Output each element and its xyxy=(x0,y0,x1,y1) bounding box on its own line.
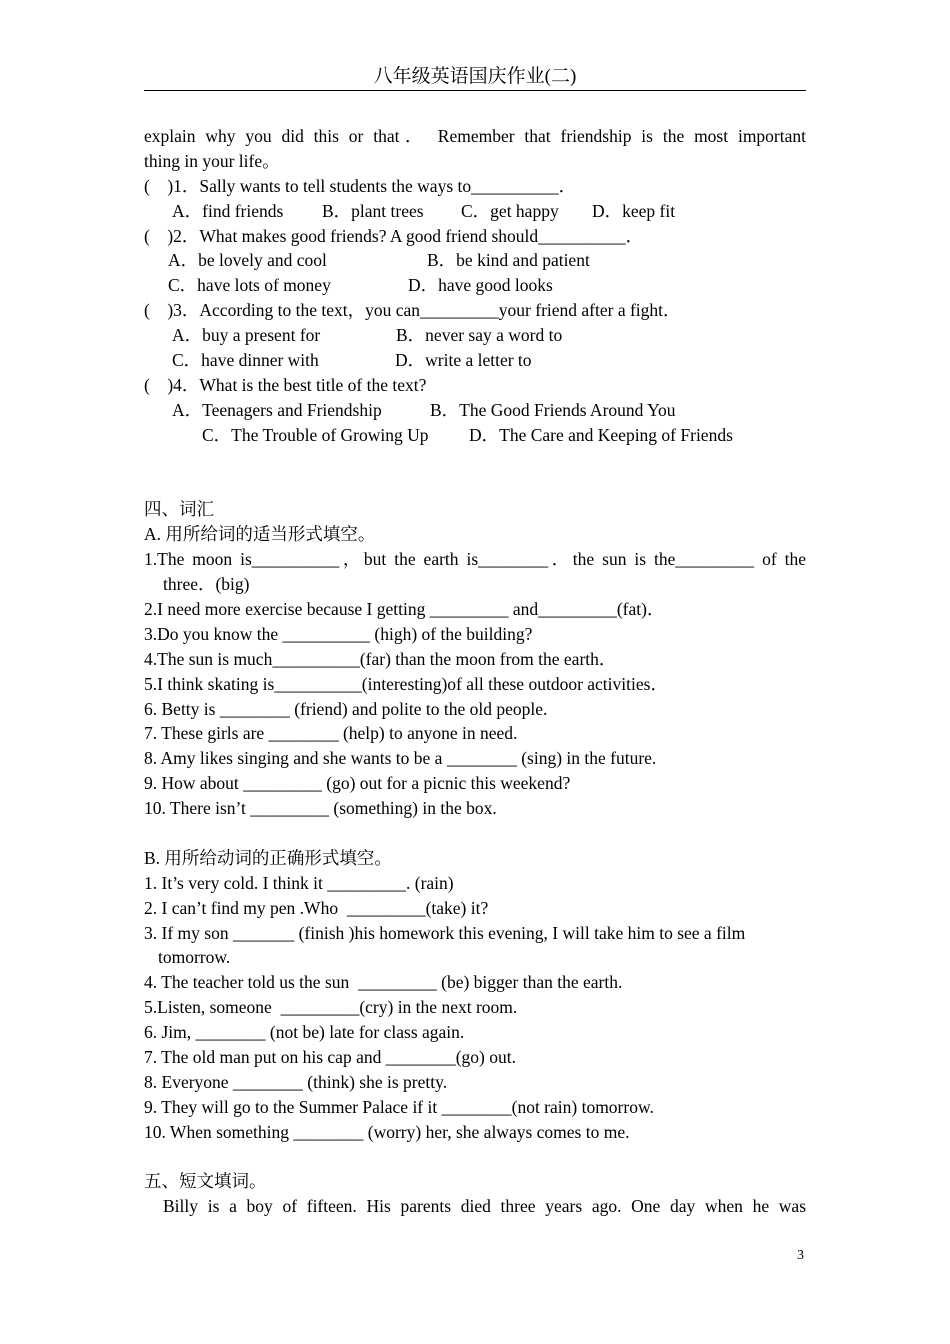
part-b-item-7: 7. The old man put on his cap and ________(go) out. xyxy=(144,1046,516,1067)
question-1-stem: ( )1．Sally wants to tell students the ways to__________． xyxy=(144,175,577,196)
part-a-title: A. 用所给词的适当形式填空。 xyxy=(144,524,376,545)
q1-option-a: A．find friends xyxy=(172,200,284,221)
page-header-title: 八年级英语国庆作业(二) xyxy=(373,66,577,87)
reading-intro-line-2: thing in your life。 xyxy=(144,150,280,171)
question-3-stem: ( )3．According to the text，you can_________your friend after a fight． xyxy=(144,300,681,321)
part-a-item-10: 10. There isn’t _________ (something) in the box. xyxy=(144,798,497,819)
q2-option-d: D．have good looks xyxy=(408,275,553,296)
q3-option-a: A．buy a present for xyxy=(172,325,321,346)
part-b-item-10: 10. When something ________ (worry) her, she always comes to me. xyxy=(144,1121,630,1142)
part-a-item-8: 8. Amy likes singing and she wants to be a ________ (sing) in the future. xyxy=(144,748,657,769)
q3-option-d: D．write a letter to xyxy=(395,350,532,371)
question-4-stem: ( )4．What is the best title of the text? xyxy=(144,374,427,395)
question-4-options-row-1 xyxy=(144,398,806,423)
q4-option-b: B．The Good Friends Around You xyxy=(430,399,676,420)
part-a-item-1: 1.The moon is__________，but the earth is________．the sun is the_________ of the xyxy=(144,549,806,570)
section-5-heading: 五、短文填词。 xyxy=(144,1171,267,1192)
question-1-options xyxy=(144,199,806,224)
part-b-item-8: 8. Everyone ________ (think) she is pretty. xyxy=(144,1071,448,1092)
part-b-item-3-cont: tomorrow. xyxy=(158,947,231,968)
section-spacer-2 xyxy=(144,1145,806,1170)
part-a-item-4: 4.The sun is much__________(far) than the moon from the earth． xyxy=(144,648,617,669)
question-2-stem: ( )2．What makes good friends? A good friend should__________． xyxy=(144,225,644,246)
part-a-item-3: 3.Do you know the __________ (high) of the building? xyxy=(144,623,533,644)
q4-option-a: A．Teenagers and Friendship xyxy=(172,399,382,420)
part-a-item-6: 6. Betty is ________ (friend) and polite to the old people. xyxy=(144,698,548,719)
part-a-item-5: 5.I think skating is__________(interesting)of all these outdoor activities． xyxy=(144,673,668,694)
part-a-item-1-cont: three．(big) xyxy=(163,574,250,595)
part-a-item-9: 9. How about _________ (go) out for a picnic this weekend? xyxy=(144,773,571,794)
q4-option-d: D．The Care and Keeping of Friends xyxy=(469,424,733,445)
worksheet-content xyxy=(144,124,806,1219)
q1-option-c: C．get happy xyxy=(461,200,559,221)
part-a-item-2: 2.I need more exercise because I getting _________ and_________(fat)． xyxy=(144,598,665,619)
question-4-options-row-2 xyxy=(144,423,806,448)
question-3-options-row-1 xyxy=(144,323,806,348)
section-spacer xyxy=(144,448,806,498)
part-b-title: B. 用所给动词的正确形式填空。 xyxy=(144,847,392,868)
question-2-options-row-1 xyxy=(144,248,806,273)
q1-option-d: D．keep fit xyxy=(592,200,676,221)
q3-option-c: C．have dinner with xyxy=(172,350,319,371)
q1-option-b: B．plant trees xyxy=(322,200,424,221)
question-2-options-row-2 xyxy=(144,273,806,298)
part-b-item-9: 9. They will go to the Summer Palace if it ________(not rain) tomorrow. xyxy=(144,1096,654,1117)
part-b-item-2: 2. I can’t find my pen .Who _________(take) it? xyxy=(144,897,489,918)
q4-option-c: C．The Trouble of Growing Up xyxy=(202,424,429,445)
part-b-item-1: 1. It’s very cold. I think it _________. (rain) xyxy=(144,872,454,893)
part-b-item-5: 5.Listen, someone _________(cry) in the next room. xyxy=(144,997,518,1018)
question-3-options-row-2 xyxy=(144,348,806,373)
q3-option-b: B．never say a word to xyxy=(396,325,563,346)
part-b-item-4: 4. The teacher told us the sun _________ (be) bigger than the earth. xyxy=(144,972,623,993)
part-a-item-7: 7. These girls are ________ (help) to anyone in need. xyxy=(144,723,518,744)
reading-intro-line-1: explain why you did this or that． Remember that friendship is the most important xyxy=(144,126,806,146)
part-spacer xyxy=(144,821,806,846)
page-number: 3 xyxy=(797,1248,804,1263)
q2-option-a: A．be lovely and cool xyxy=(168,250,327,271)
section-4-heading: 四、词汇 xyxy=(144,499,214,520)
part-b-item-6: 6. Jim, ________ (not be) late for class again. xyxy=(144,1022,465,1043)
cloze-first-line: Billy is a boy of fifteen. His parents died three years ago. One day when he was xyxy=(163,1196,806,1217)
q2-option-b: B．be kind and patient xyxy=(427,250,590,271)
part-b-item-3: 3. If my son _______ (finish )his homework this evening, I will take him to see a film xyxy=(144,922,746,943)
q2-option-c: C．have lots of money xyxy=(168,275,331,296)
header-rule xyxy=(144,90,806,91)
